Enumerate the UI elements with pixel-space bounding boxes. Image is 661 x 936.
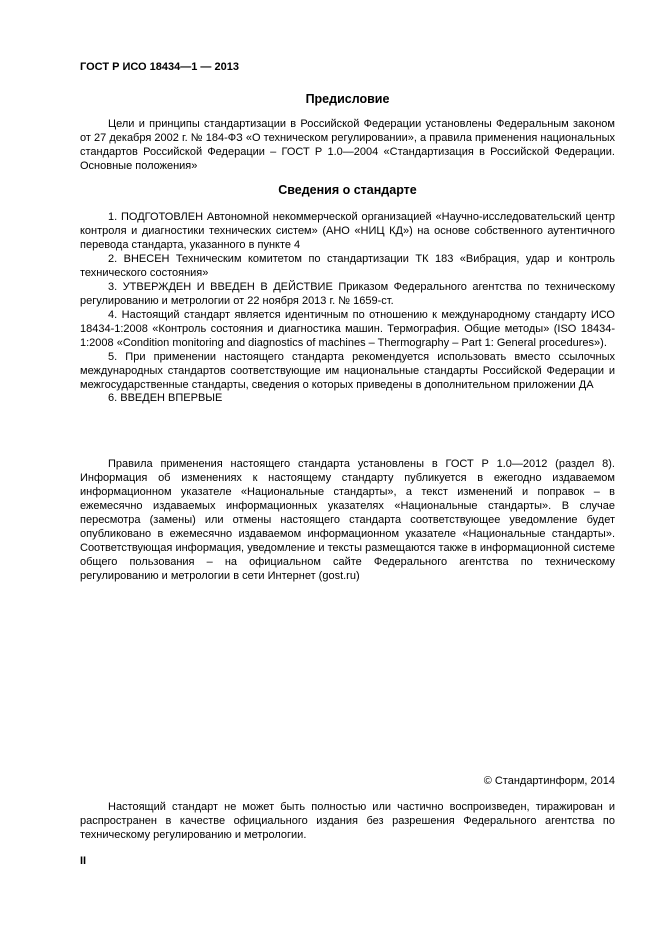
info-item: 5. При применении настоящего стандарта рекомендуется использовать вместо ссылочных международных стандартов соответствующие им национальные стандарты Российской Федерации и межгосударственные стандарты, сведения о которых приведены в дополнительном приложении ДА	[80, 351, 615, 391]
page-number: II	[80, 855, 87, 867]
info-item: 4. Настоящий стандарт является идентичным по отношению к международному стандарту ИСО 18434-1:2008 «Контроль состояния и диагностика машин. Термография. Общие методы» (ISO 18434-1:2008 «Condition monitoring and diagnostics of machines – Thermography – Part 1: General procedures»).	[80, 309, 615, 349]
application-rules-section	[80, 457, 615, 583]
copyright-line: © Стандартинформ, 2014	[483, 775, 615, 787]
reproduction-notice-section	[80, 800, 615, 842]
preface-heading: Предисловие	[305, 92, 390, 106]
application-rules-text: Правила применения настоящего стандарта установлены в ГОСТ Р 1.0—2012 (раздел 8). Информация об изменениях к настоящему стандарту публикуется в ежегодно издаваемом информационном указателе «Национальные стандарты», а текст изменений и поправок – в ежемесячно издаваемых информационных указателях «Национальные стандарты». В случае пересмотра (замены) или отмены настоящего стандарта соответствующее уведомление будет опубликовано в ежемесячно издаваемом информационном указателе «Национальные стандарты». Соответствующая информация, уведомление и тексты размещаются также в информационной системе общего пользования – на официальном сайте Федерального агентства по техническому регулированию и метрологии в сети Интернет (gost.ru)	[80, 458, 615, 582]
info-item: 3. УТВЕРЖДЕН И ВВЕДЕН В ДЕЙСТВИЕ Приказом Федерального агентства по техническому регулированию и метрологии от 22 ноября 2013 г. № 1659-ст.	[80, 281, 615, 307]
standard-info-heading: Сведения о стандарте	[278, 183, 417, 197]
first-publication-item: 6. ВВЕДЕН ВПЕРВЫЕ	[108, 392, 223, 404]
preface-section	[80, 117, 615, 173]
standard-info-list	[80, 210, 615, 392]
info-item: 2. ВНЕСЕН Техническим комитетом по стандартизации ТК 183 «Вибрация, удар и контроль технического состояния»	[80, 253, 615, 279]
preface-text: Цели и принципы стандартизации в Российской Федерации установлены Федеральным законом от 27 декабря 2002 г. № 184-ФЗ «О техническом регулировании», а правила применения национальных стандартов Российской Федерации – ГОСТ Р 1.0—2004 «Стандартизация в Российской Федерации. Основные положения»	[80, 118, 615, 172]
reproduction-notice: Настоящий стандарт не может быть полностью или частично воспроизведен, тиражирован и распространен в качестве официального издания без разрешения Федерального агентства по техническому регулированию и метрологии.	[80, 801, 615, 841]
document-code: ГОСТ Р ИСО 18434—1 — 2013	[80, 61, 239, 73]
info-item: 1. ПОДГОТОВЛЕН Автономной некоммерческой организацией «Научно-исследовательский центр контроля и диагностики технических систем» (АНО «НИЦ КД») на основе собственного аутентичного перевода стандарта, указанного в пункте 4	[80, 211, 615, 251]
